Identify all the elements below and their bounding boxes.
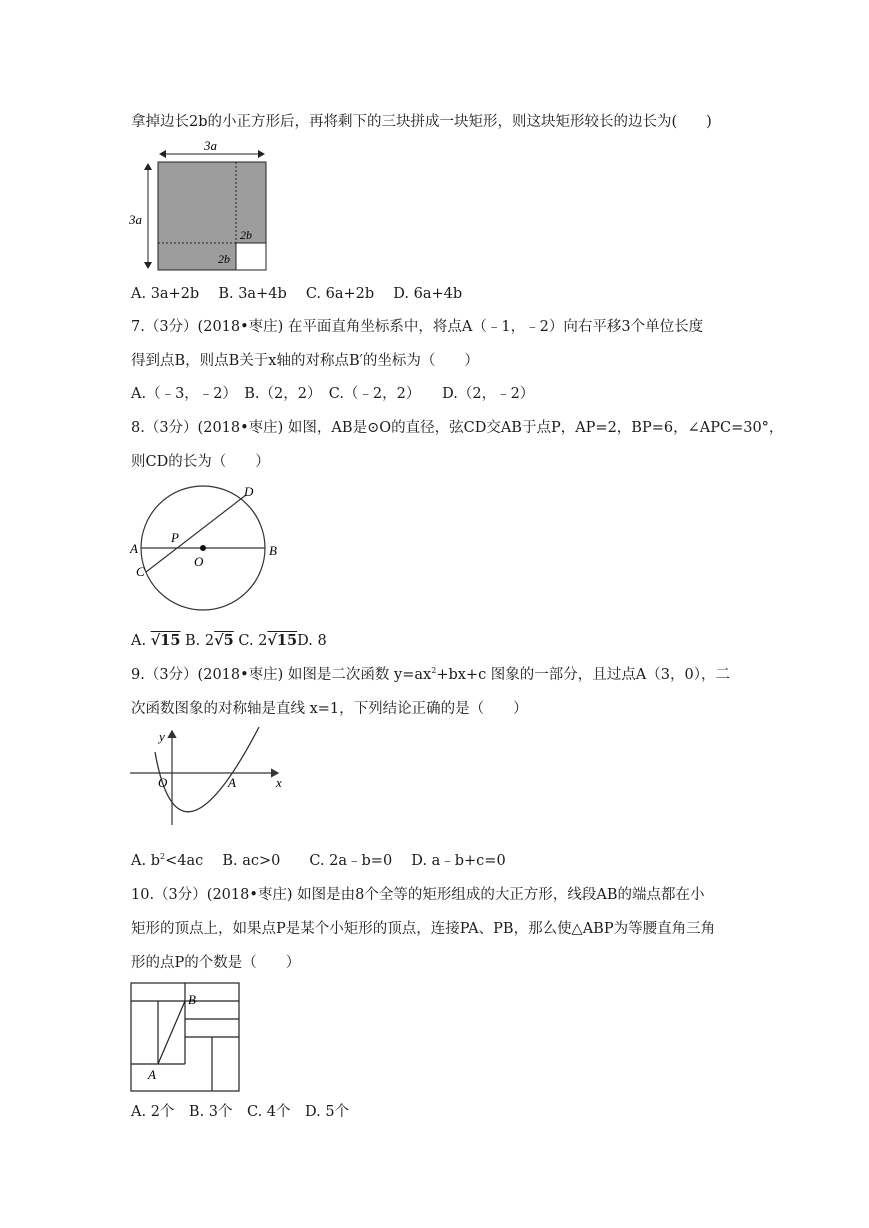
label-c: C (136, 564, 145, 579)
q9-line1-pre: 9.（3分）(2018•枣庄) 如图是二次函数 y=ax (131, 667, 432, 683)
opt-d-label: D. 8 (297, 633, 327, 649)
q10-line3: 形的点P的个数是（ ） (131, 955, 301, 971)
q9-opt-a-sup: 2 (159, 852, 166, 861)
q9-line2: 次函数图象的对称轴是直线 x=1，下列结论正确的是（ ） (131, 701, 528, 717)
q9-parabola-figure (126, 725, 296, 830)
label-top-3a: 3a (204, 138, 217, 153)
opt-b-radical: √5 (214, 632, 234, 649)
q6-figure (128, 138, 278, 278)
label-o: O (158, 775, 168, 790)
q9-sup: 2 (431, 666, 437, 675)
label-inner-2b-right: 2b (240, 228, 252, 242)
q7-line1: 7.（3分）(2018•枣庄) 在平面直角坐标系中，将点A（﹣1，﹣2）向右平移3个单位长度 (131, 319, 704, 335)
label-d: D (244, 484, 254, 499)
opt-c-radical: √15 (267, 632, 298, 649)
q9-line1-mid: +bx+c 图象的一部分，且过点A（3，0），二 (436, 667, 730, 683)
q9-options (131, 852, 506, 870)
q9-line1 (131, 666, 730, 684)
center-point (200, 545, 206, 551)
q8-line1: 8.（3分）(2018•枣庄) 如图，AB是⊙O的直径，弦CD交AB于点P，AP=2，BP=6，∠APC=30°， (131, 420, 784, 436)
opt-c-label: C. 2 (233, 633, 268, 649)
q6-options: A. 3a+2b B. 3a+4b C. 6a+2b D. 6a+4b (131, 286, 463, 302)
small-square (236, 243, 266, 270)
q7-options: A.（﹣3，﹣2） B.（2，2） C.（﹣2，2） D.（2，﹣2） (131, 386, 535, 402)
label-o: O (194, 554, 204, 569)
label-a: A (130, 541, 138, 556)
q8-options (131, 632, 327, 650)
q6-text: 拿掉边长2b的小正方形后，再将剩下的三块拼成一块矩形，则这块矩形较长的边长为( ) (131, 114, 712, 130)
opt-b-label: B. 2 (180, 633, 215, 649)
q10-line1: 10.（3分）(2018•枣庄) 如图是由8个全等的矩形组成的大正方形，线段AB的端点都在小 (131, 887, 705, 903)
segment-ab (158, 1001, 185, 1064)
q9-opt-rest: <4ac B. ac>0 C. 2a﹣b=0 D. a﹣b+c=0 (165, 853, 506, 869)
q9-opt-a-pre: A. b (131, 853, 160, 869)
label-b: B (188, 992, 196, 1007)
q7-line2: 得到点B，则点B关于x轴的对称点B′的坐标为（ ） (131, 353, 479, 369)
label-y: y (159, 729, 165, 744)
label-left-3a: 3a (129, 212, 142, 227)
label-inner-2b-bottom: 2b (218, 252, 230, 266)
q8-line2: 则CD的长为（ ） (131, 454, 270, 470)
label-b: B (269, 543, 277, 558)
parabola-curve (155, 727, 259, 812)
q10-grid-figure (128, 980, 244, 1094)
opt-a-radical: √15 (150, 632, 181, 649)
q10-options: A. 2个 B. 3个 C. 4个 D. 5个 (131, 1104, 350, 1120)
label-p: P (171, 530, 179, 545)
label-a: A (148, 1067, 156, 1082)
opt-a-label: A. (131, 633, 151, 649)
q10-line2: 矩形的顶点上，如果点P是某个小矩形的顶点，连接PA、PB，那么使△ABP为等腰直角三角 (131, 921, 716, 937)
label-x: x (276, 775, 282, 790)
label-a: A (228, 775, 236, 790)
q8-circle-figure (126, 478, 296, 618)
